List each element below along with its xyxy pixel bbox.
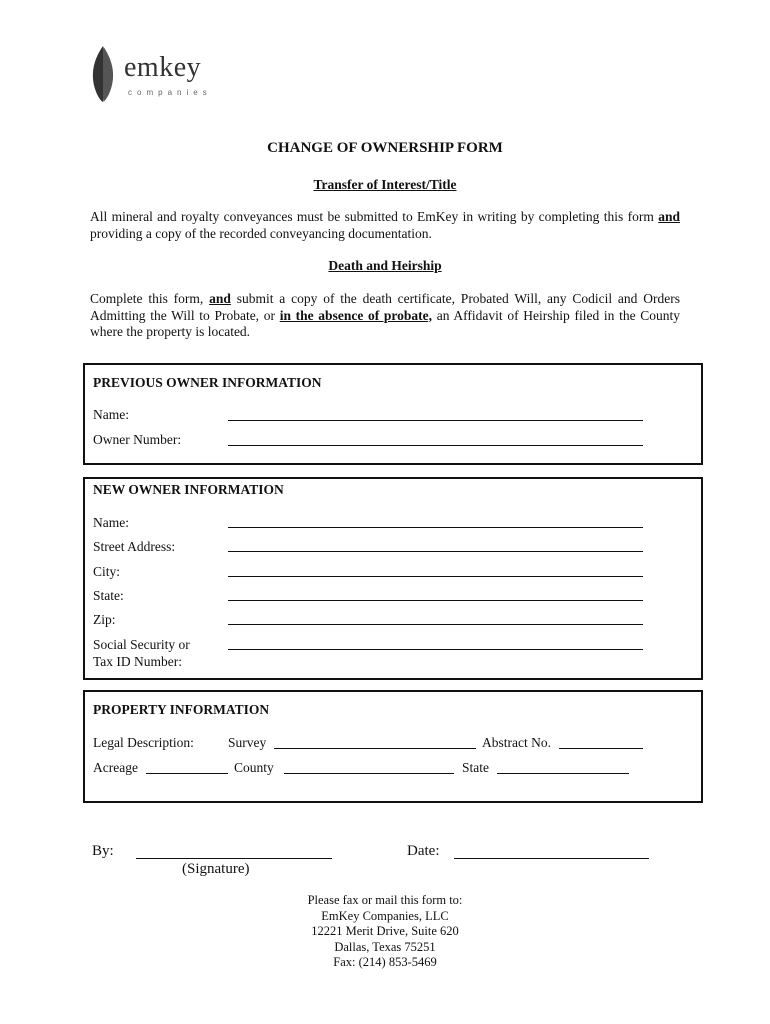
transfer-text-1: All mineral and royalty conveyances must be submitted to EmKey in writing by completing this form [90,209,654,224]
acreage-label: Acreage [93,760,138,775]
new-owner-ssn-label-2: Tax ID Number: [93,654,183,669]
new-owner-box [83,477,703,680]
transfer-and: and [658,209,680,224]
death-heading: Death and Heirship [328,258,442,273]
property-heading: PROPERTY INFORMATION [93,702,270,717]
previous-owner-heading: PREVIOUS OWNER INFORMATION [93,375,322,390]
signature-caption: (Signature) [182,861,250,877]
death-emphasis: in the absence of probate, [279,307,433,323]
new-owner-zip-label: Zip: [93,612,116,627]
by-label: By: [92,843,114,859]
previous-owner-box [83,363,703,465]
transfer-heading: Transfer of Interest/Title [313,177,457,192]
signature-field[interactable] [136,858,332,859]
previous-owner-number-field[interactable] [228,445,643,446]
new-owner-city-label: City: [93,564,121,579]
property-state-label: State [462,760,489,775]
previous-owner-name-label: Name: [93,407,129,422]
property-state-field[interactable] [497,773,629,774]
new-owner-heading: NEW OWNER INFORMATION [93,482,284,497]
logo-wordmark: emkey [124,52,202,83]
mail-line-3: 12221 Merit Drive, Suite 620 [311,924,459,938]
logo-subtitle: companies [128,88,212,97]
acreage-field[interactable] [146,773,228,774]
legal-description-label: Legal Description: [93,735,194,750]
new-owner-city-field[interactable] [228,576,643,577]
transfer-text-2: providing a copy of the recorded conveyancing documentation. [90,225,432,241]
mail-line-1: Please fax or mail this form to: [307,893,463,907]
new-owner-street-field[interactable] [228,551,643,552]
new-owner-street-label: Street Address: [93,539,176,554]
new-owner-zip-field[interactable] [228,624,643,625]
abstract-field[interactable] [559,748,643,749]
date-field[interactable] [454,858,649,859]
abstract-label: Abstract No. [482,735,551,750]
county-label: County [234,760,274,775]
previous-owner-name-field[interactable] [228,420,643,421]
death-text-1: Complete this form, [90,291,204,306]
previous-owner-number-label: Owner Number: [93,432,182,447]
new-owner-state-label: State: [93,588,124,603]
emkey-logo [88,44,228,104]
death-text-2: submit a copy of the death certificate, Probated Will, any Codicil and Orders Admitting the Will to Probate, or [90,291,680,323]
survey-label: Survey [228,735,267,750]
mailing-info [0,893,770,971]
mail-line-4: Dallas, Texas 75251 [334,939,436,954]
form-title: CHANGE OF OWNERSHIP FORM [267,140,503,156]
survey-field[interactable] [274,748,476,749]
death-and: and [209,291,231,306]
county-field[interactable] [284,773,454,774]
new-owner-ssn-label-1: Social Security or [93,637,190,652]
leaf-icon [88,44,118,104]
transfer-paragraph [90,209,680,242]
mail-line-5: Fax: (214) 853-5469 [333,955,437,969]
new-owner-state-field[interactable] [228,600,643,601]
mail-line-2: EmKey Companies, LLC [321,908,449,923]
property-box [83,690,703,803]
death-paragraph [90,291,680,341]
date-label: Date: [407,843,440,859]
new-owner-name-field[interactable] [228,527,643,528]
new-owner-name-label: Name: [93,515,129,530]
new-owner-ssn-field[interactable] [228,649,643,650]
death-text-3: an Affidavit of Heirship filed in the County where the property is located. [90,307,681,339]
